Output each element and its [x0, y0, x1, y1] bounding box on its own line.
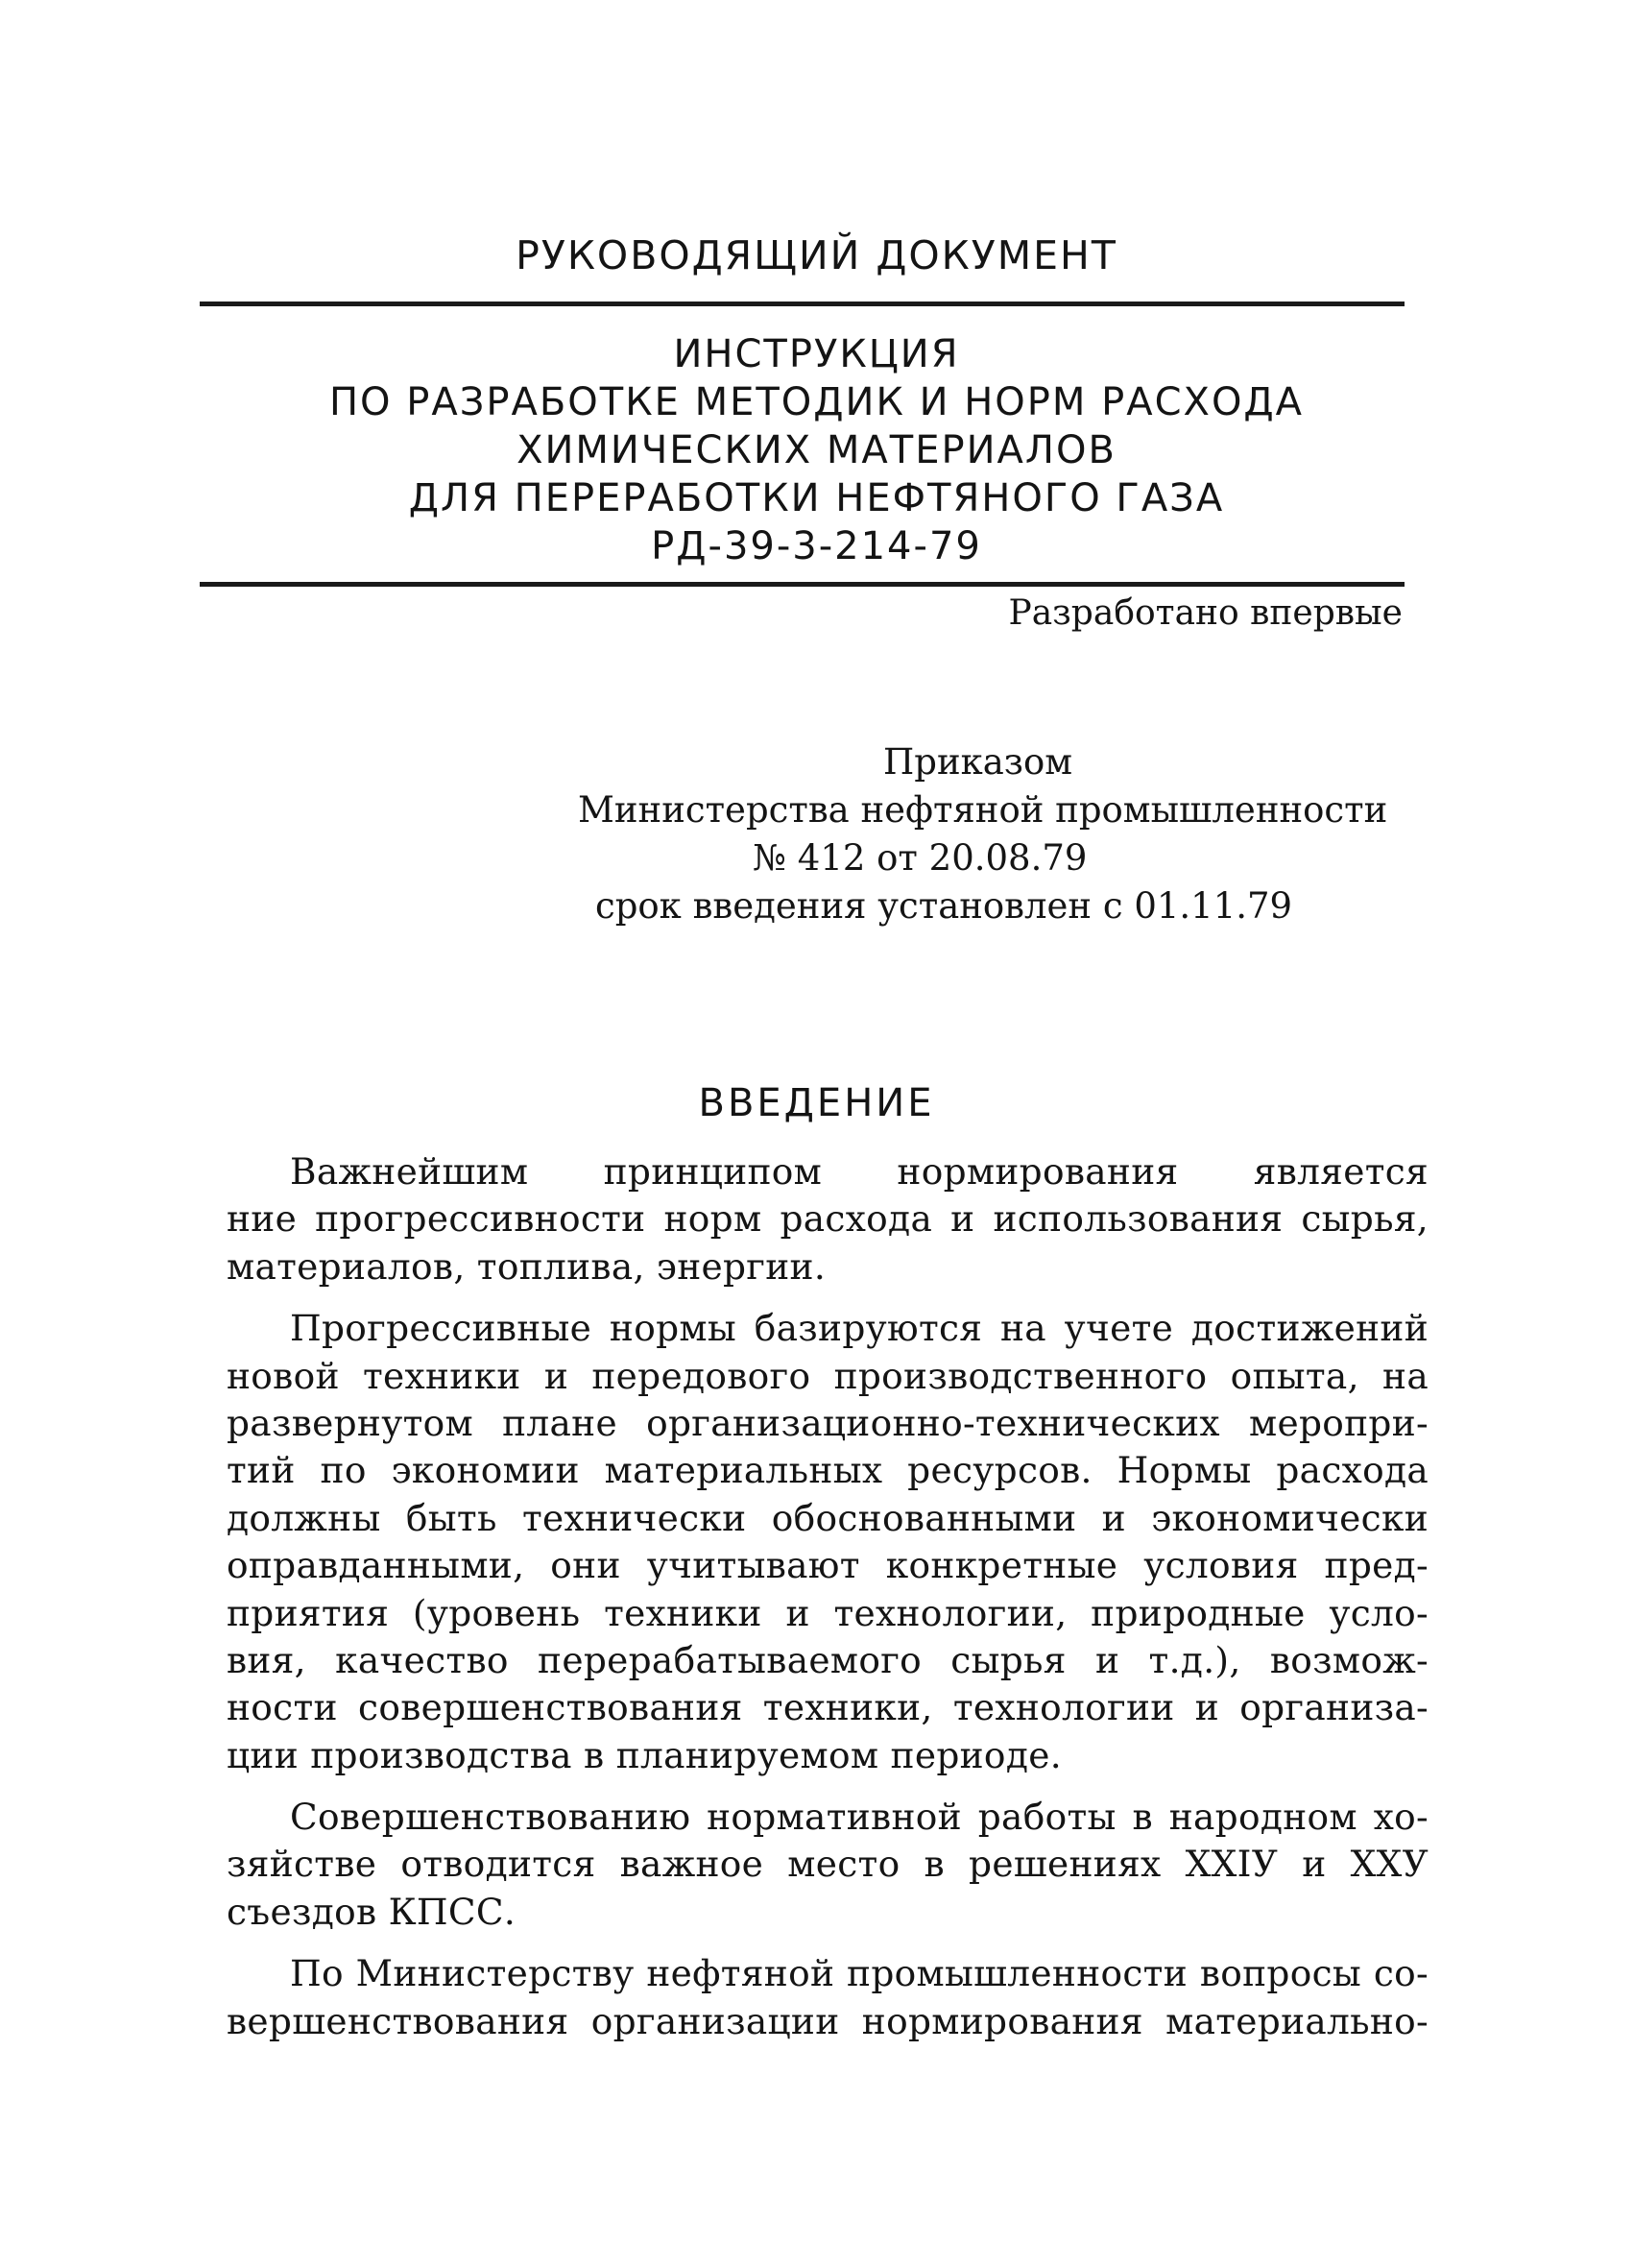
document-type-heading: РУКОВОДЯЩИЙ ДОКУМЕНТ — [516, 232, 1117, 278]
body-line: оправданными, они учитывают конкретные условия пред- — [227, 1544, 1429, 1587]
body-line: вия, качество перерабатываемого сырья и т.д.), возмож- — [227, 1638, 1429, 1681]
body-line: Важнейшим принципом нормирования является — [290, 1150, 1429, 1193]
body-line: По Министерству нефтяной промышленности вопросы со- — [290, 1952, 1429, 1995]
paragraph-gap — [227, 1936, 1429, 1950]
body-line: материалов, топлива, энергии. — [227, 1244, 827, 1288]
bottom-rule — [200, 582, 1405, 587]
order-line-4: срок введения установлен с 01.11.79 — [595, 885, 1293, 927]
body-line: ности совершенствования техники, технологии и организа- — [227, 1686, 1429, 1729]
paragraph-gap — [227, 1779, 1429, 1794]
body-line: Совершенствованию нормативной работы в народном хо- — [290, 1796, 1429, 1839]
developed-first-note: Разработано впервые — [1008, 593, 1403, 633]
body-line: ции производства в планируемом периоде. — [227, 1733, 1062, 1776]
body-line: съездов КПСС. — [227, 1890, 516, 1933]
body-line: развернутом плане организационно-технических меропри- — [227, 1401, 1429, 1444]
body-line: новой техники и передового производственного опыта, на — [227, 1354, 1429, 1397]
order-line-1: Приказом — [883, 741, 1073, 783]
body-line: тий по экономии материальных ресурсов. Нормы расхода — [227, 1449, 1429, 1492]
paragraph-gap — [227, 1291, 1429, 1305]
body-line: зяйстве отводится важное место в решениях ХХIУ и ХХУ — [227, 1843, 1429, 1886]
section-title: ВВЕДЕНИЕ — [698, 1081, 935, 1125]
order-line-2: Министерства нефтяной промышленности — [578, 789, 1388, 831]
title-line-3: ХИМИЧЕСКИХ МАТЕРИАЛОВ — [516, 428, 1117, 472]
body-line: должны быть технически обоснованными и экономически — [227, 1496, 1429, 1539]
title-line-4: ДЛЯ ПЕРЕРАБОТКИ НЕФТЯНОГО ГАЗА — [408, 476, 1225, 520]
title-line-2: ПО РАЗРАБОТКЕ МЕТОДИК И НОРМ РАСХОДА — [328, 380, 1305, 424]
body-text — [227, 1148, 1429, 2045]
body-line: Прогрессивные нормы базируются на учете достижений — [290, 1307, 1429, 1350]
body-line: вершенствования организации нормирования материально- — [227, 1999, 1429, 2042]
document-code: РД-39-3-214-79 — [651, 524, 982, 568]
body-line: ние прогрессивности норм расхода и использования сырья, — [227, 1197, 1429, 1241]
order-line-3: № 412 от 20.08.79 — [753, 837, 1088, 879]
top-rule — [200, 302, 1405, 306]
body-line: приятия (уровень техники и технологии, природные усло- — [227, 1591, 1429, 1634]
title-line-1: ИНСТРУКЦИЯ — [673, 332, 960, 376]
